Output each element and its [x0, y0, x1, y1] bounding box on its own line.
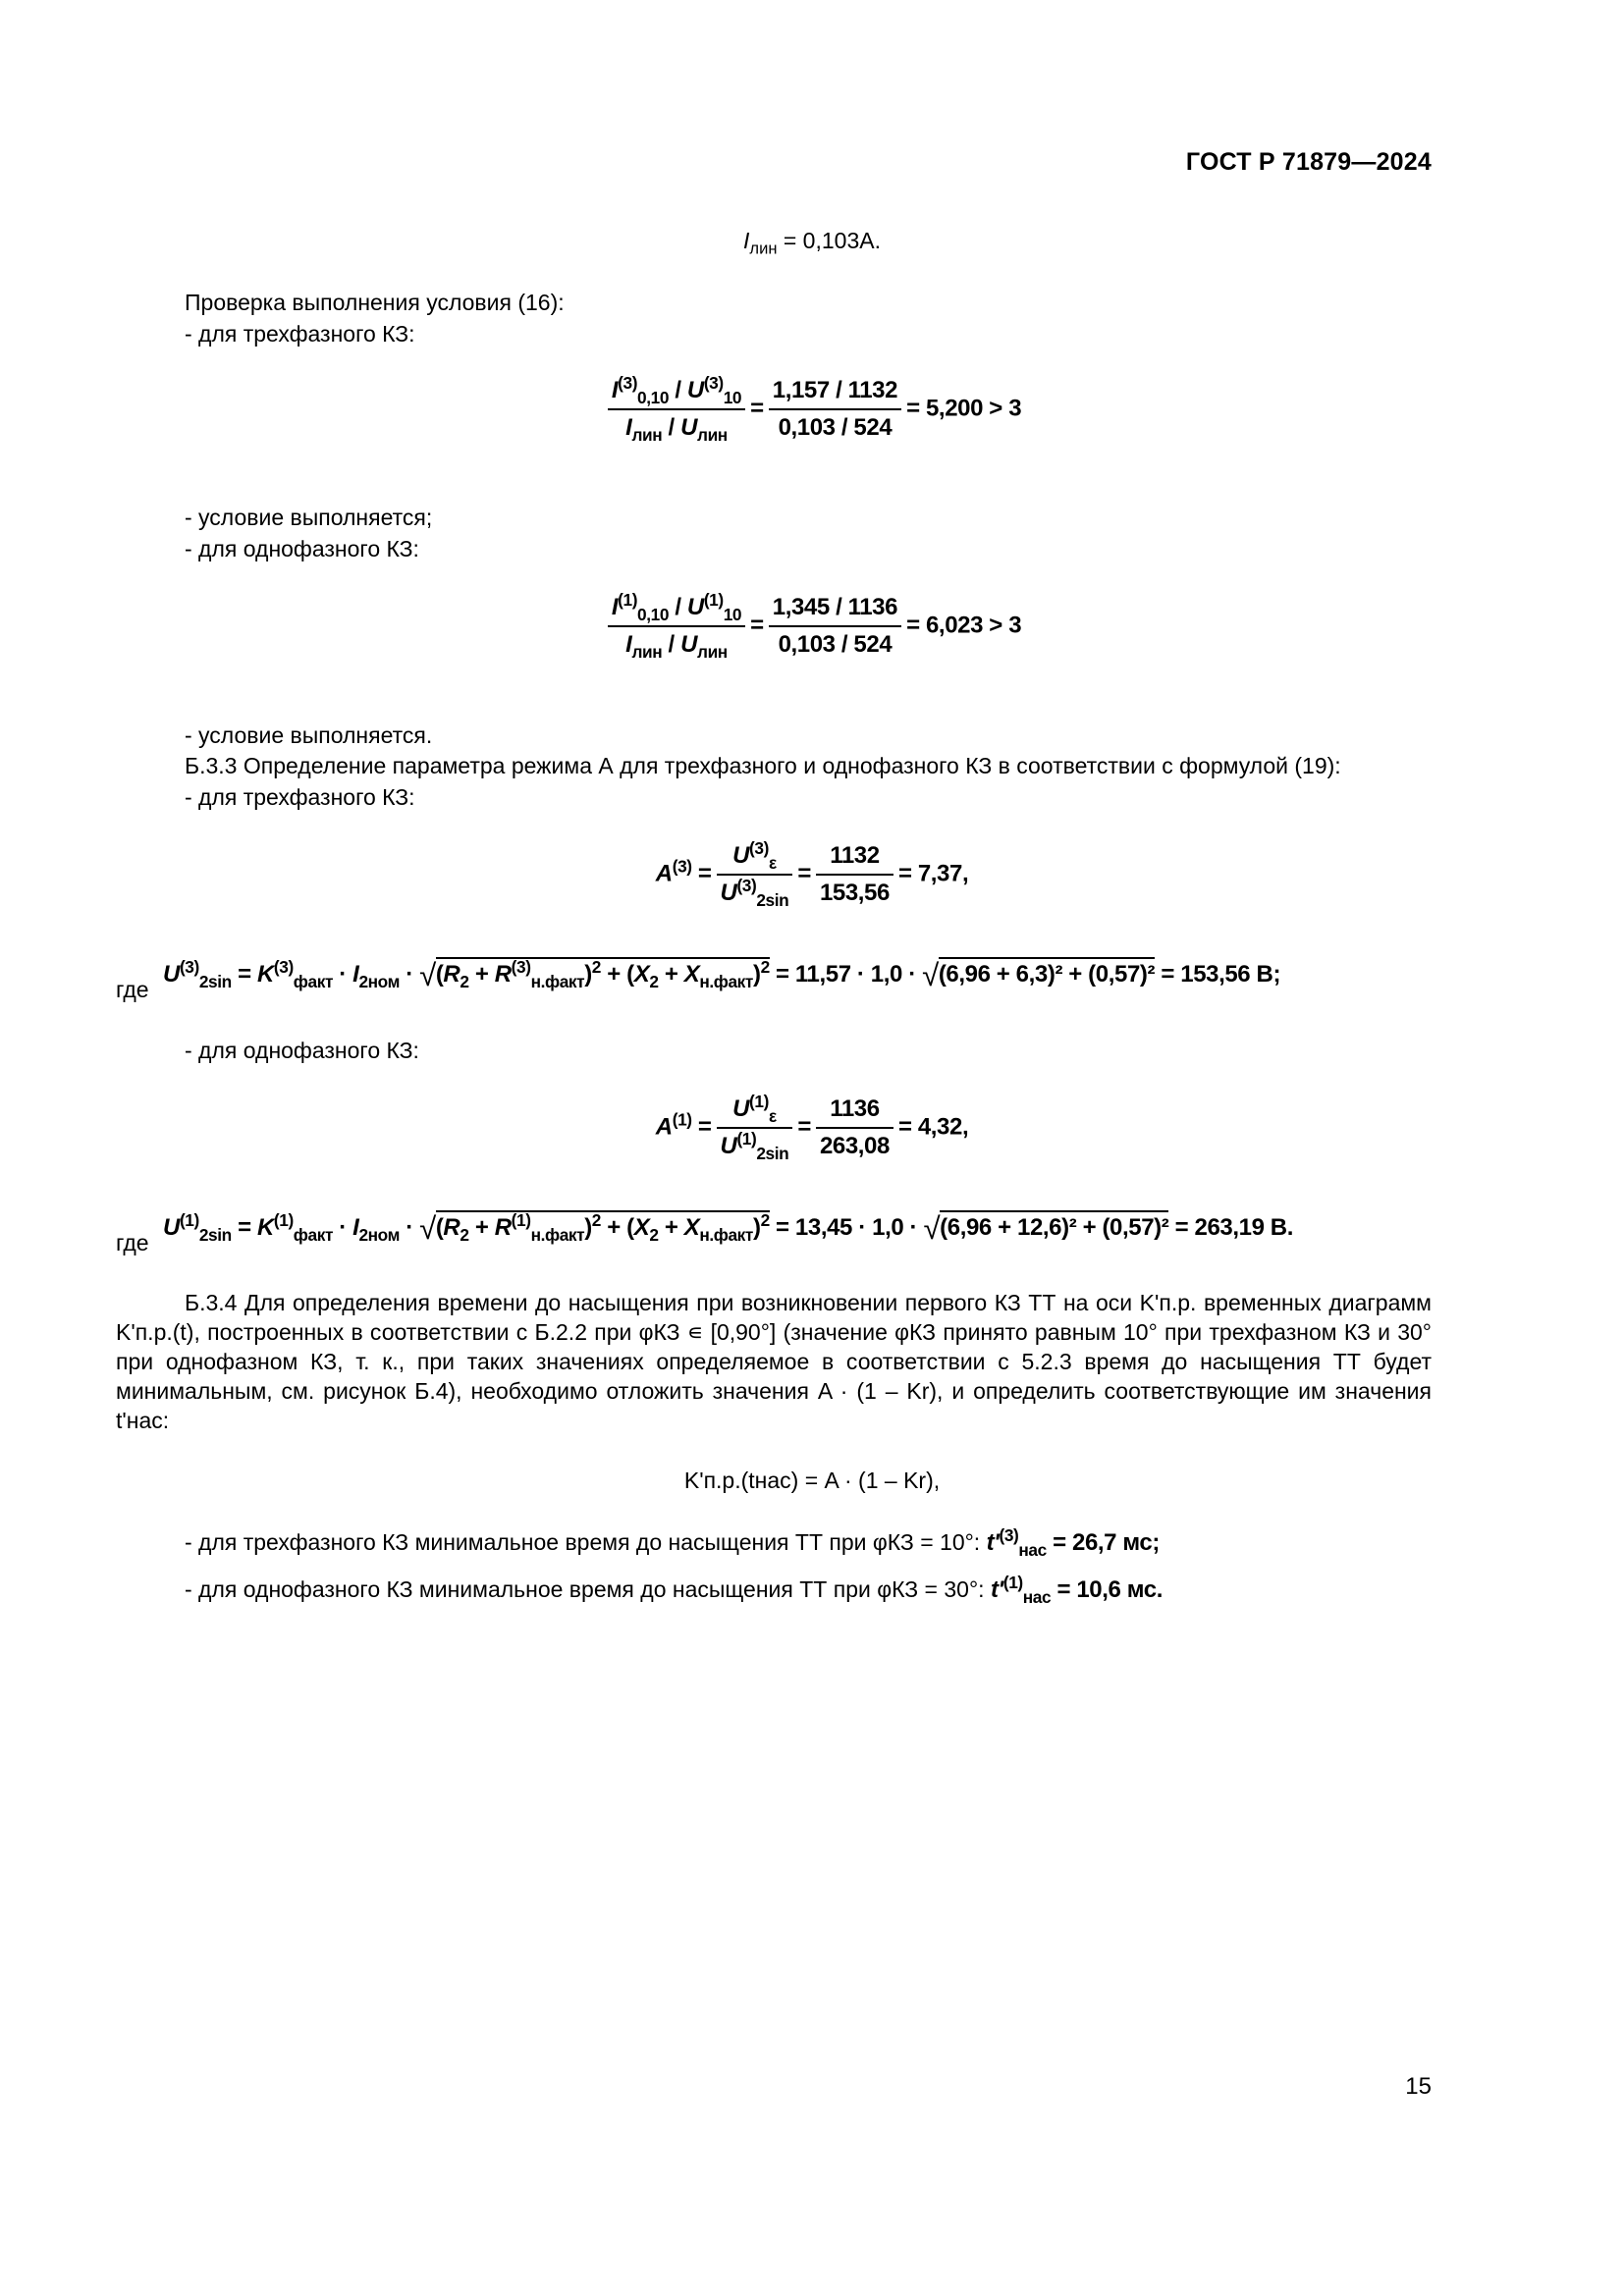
list-item: - для однофазного КЗ:	[185, 1038, 419, 1063]
list-item: - условие выполняется.	[185, 722, 433, 748]
where-label: где	[116, 1230, 149, 1255]
check-heading: Проверка выполнения условия (16):	[185, 290, 565, 315]
i-lin-formula: $I_{лин} = 0,103А$.	[743, 228, 881, 258]
page-number: 15	[1405, 2073, 1432, 2100]
formula-u2sin-3: $U^{(3)}_{2sin} = K^{(3)}_{факт} \cdot I_{2ном} \cdot √(R_2 + R^{(3)}_{н.факт})^2 + (X_2 + X_{н.факт})^2 = 11,57 \cdot 1,0 \cdot √(6,96 + 6,3)^2 + (0,57)^2 = 153,56$ В;	[163, 957, 1281, 992]
section-b34: Б.3.4 Для определения времени до насыщения при возникновении первого КЗ ТТ на оси K'п.р. временных диаграмм K'п.р.(t), построенных в соответствии с Б.2.2 при φКЗ ∊ [0,90°] (значение φКЗ принято равным 10° при трехфазном КЗ и 30° при однофазном КЗ, т. к., при таких значениях определяемое в соответствии с 5.2.3 время до насыщения ТТ будет минимальным, см. рисунок Б.4), необходимо отложить значения A · (1 – Kr), и определить соответствующие им значения t'нас:	[116, 1290, 1432, 1433]
result-single-phase: - для однофазного КЗ минимальное время до насыщения ТТ при φКЗ = 30°: $t'^{(1)}_{нас} = 10,6$ мс.	[185, 1573, 1163, 1607]
formula-a3: $A^{(3)}$ = $\frac{U^{(3)}_\varepsilon}{U^{(3)}_{2sin}}$ = $\frac{1132}{153,56}$ = 7,37,	[655, 838, 969, 910]
result-three-phase: - для трехфазного КЗ минимальное время до насыщения ТТ при φКЗ = 10°: $t'^{(3)}_{нас} = 26,7$ мс;	[185, 1525, 1160, 1560]
formula-a1: $A^{(1)}$ = $\frac{U^{(1)}_\varepsilon}{U^{(1)}_{2sin}}$ = $\frac{1136}{263,08}$ = 4,32,	[655, 1092, 969, 1163]
where-label: где	[116, 977, 149, 1002]
section-b33: Б.3.3 Определение параметра режима А для трехфазного и однофазного КЗ в соответствии с формулой (19):	[185, 753, 1341, 778]
formula-check-three-phase: $\frac{I^{(3)}_{0,10} / U^{(3)}_{10}}{I_{лин} / U_{лин}}$ = $\frac{1,157 / 1132}{0,103 / 524}$ = 5,200 > 3	[0, 377, 1624, 442]
formula-check-single-phase: $\frac{I^{(1)}_{0,10} / U^{(1)}_{10}}{I_{лин} / U_{лин}}$ = $\frac{1,345 / 1136}{0,103 / 524}$ = 6,023 > 3	[0, 594, 1624, 659]
formula-k: K'п.р.(tнас) = A · (1 – Kr),	[683, 1468, 941, 1493]
document-header: ГОСТ Р 71879—2024	[1185, 148, 1432, 176]
list-item: - для трехфазного КЗ:	[185, 321, 415, 347]
list-item: - для трехфазного КЗ:	[185, 784, 415, 810]
list-item: - для однофазного КЗ:	[185, 536, 419, 561]
list-item: - условие выполняется;	[185, 505, 433, 530]
formula-u2sin-1: $U^{(1)}_{2sin} = K^{(1)}_{факт} \cdot I_{2ном} \cdot √(R_2 + R^{(1)}_{н.факт})^2 + (X_2 + X_{н.факт})^2 = 13,45 \cdot 1,0 \cdot √(6,96 + 12,6)^2 + (0,57)^2 = 263,19$ В.	[163, 1210, 1293, 1246]
